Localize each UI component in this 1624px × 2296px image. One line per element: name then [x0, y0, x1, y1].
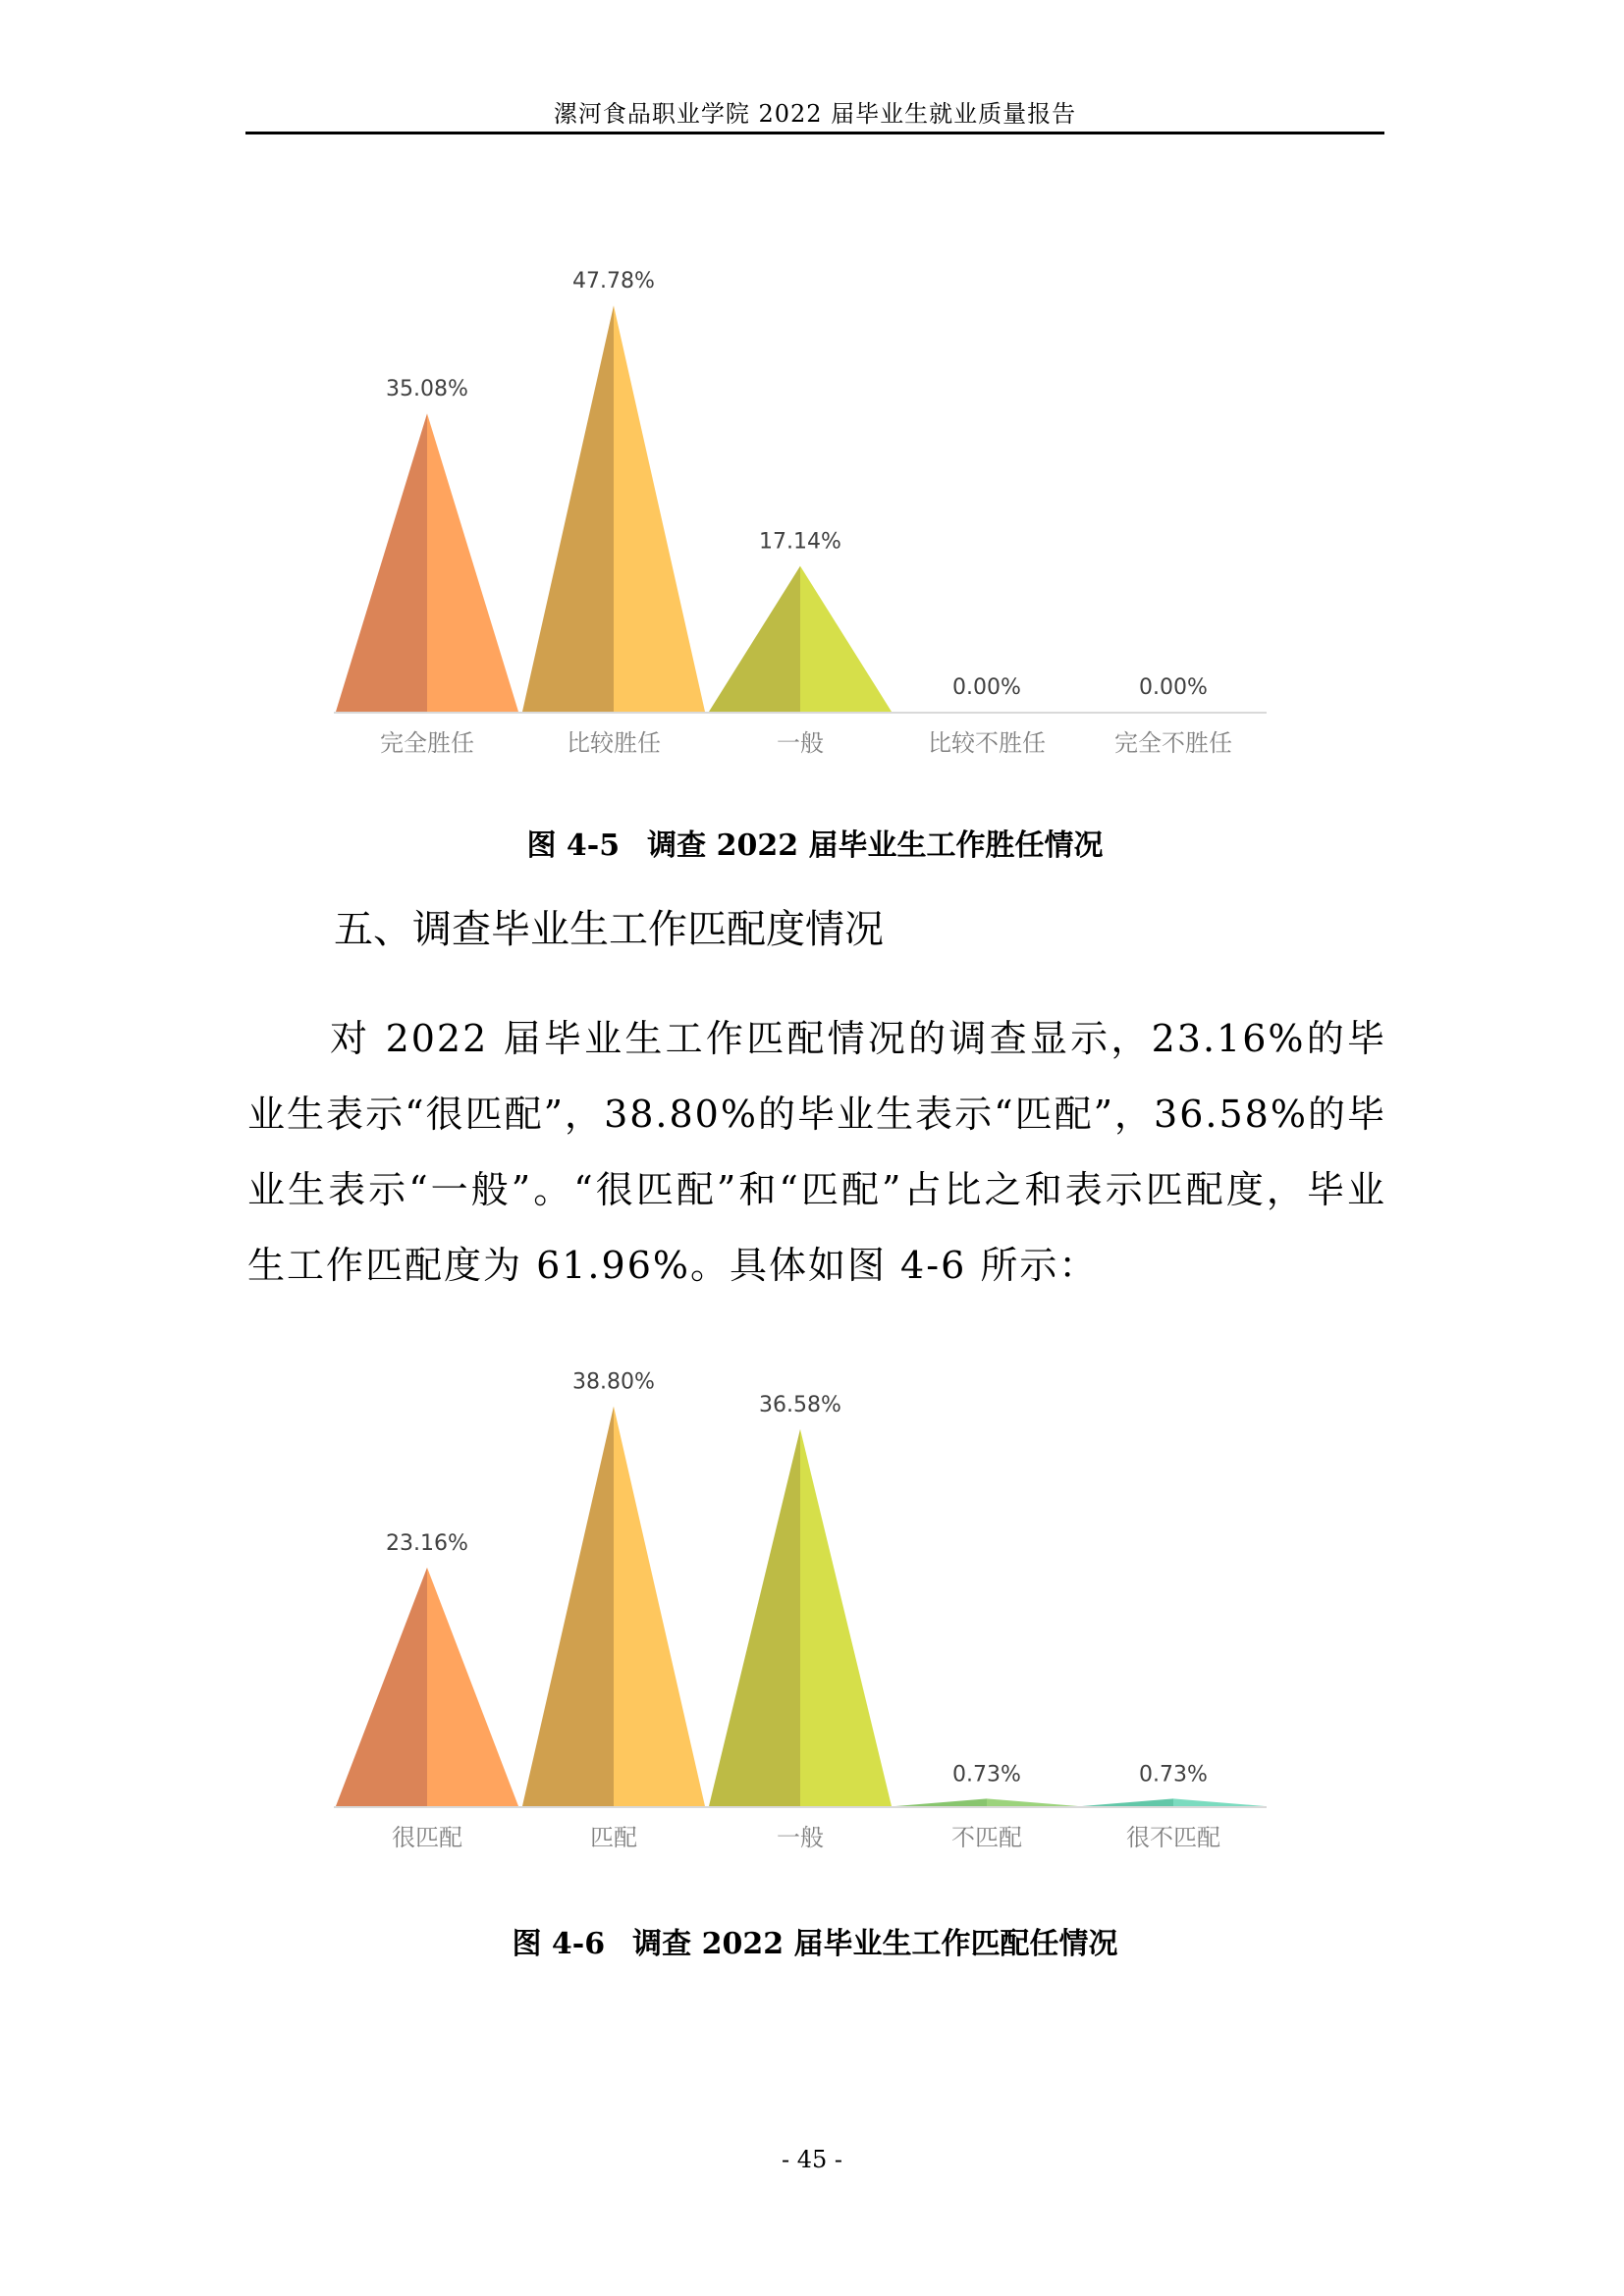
competence-chart-value-label-3: 0.00% — [952, 675, 1021, 700]
competence-chart-category-label-0: 完全胜任 — [380, 729, 474, 757]
figure-4-5-number: 图 4-5 — [526, 828, 621, 863]
match-chart-category-label-2: 一般 — [777, 1824, 824, 1851]
match-chart-bar-2 — [709, 1429, 892, 1806]
competence-chart-bar-1-left-face — [522, 305, 614, 712]
match-chart-bar-2-left-face — [709, 1429, 800, 1806]
match-chart-bar-1 — [522, 1407, 705, 1806]
competence-chart-bar-1-right-face — [614, 305, 705, 712]
match-chart-bar-0 — [336, 1568, 518, 1806]
page-header-title: 漯河食品职业学院 2022 届毕业生就业质量报告 — [553, 100, 1077, 128]
competence-chart-bar-2-right-face — [800, 566, 892, 712]
competence-chart-bar-0-left-face — [336, 413, 427, 712]
figure-4-6-caption — [245, 1919, 1384, 1962]
competence-chart-category-label-1: 比较胜任 — [567, 729, 661, 757]
competence-chart-category-label-4: 完全不胜任 — [1114, 729, 1232, 757]
page-number: - 45 - — [781, 2146, 842, 2173]
competence-chart-bar-0-right-face — [427, 413, 518, 712]
match-chart-bar-4-right-face — [1173, 1798, 1265, 1806]
competence-chart-bar-1 — [522, 305, 705, 712]
match-chart-bar-3 — [895, 1798, 1078, 1806]
match-chart-category-label-1: 匹配 — [590, 1824, 637, 1851]
competence-chart-value-label-2: 17.14% — [759, 529, 841, 555]
match-chart-value-label-2: 36.58% — [759, 1392, 841, 1417]
match-chart-bar-3-left-face — [895, 1798, 987, 1806]
match-chart-svg — [324, 1345, 1276, 1875]
figure-4-5-caption — [245, 821, 1384, 864]
figure-4-6-text: 调查 2022 届毕业生工作匹配任情况 — [632, 1927, 1118, 1961]
match-chart-value-label-0: 23.16% — [386, 1530, 468, 1556]
competence-chart-svg — [324, 265, 1276, 775]
match-chart-bar-2-right-face — [800, 1429, 892, 1806]
match-chart-value-label-1: 38.80% — [572, 1369, 655, 1395]
section-heading: 五、调查毕业生工作匹配度情况 — [334, 907, 884, 952]
competence-chart-value-label-4: 0.00% — [1139, 675, 1208, 700]
figure-4-6-number: 图 4-6 — [512, 1927, 606, 1961]
match-chart-value-label-3: 0.73% — [952, 1762, 1021, 1788]
match-chart-category-label-4: 很不匹配 — [1126, 1824, 1220, 1851]
competence-chart-value-label-1: 47.78% — [572, 269, 655, 294]
match-chart-value-label-4: 0.73% — [1139, 1762, 1208, 1788]
match-chart-bar-4 — [1082, 1798, 1265, 1806]
match-chart-bar-0-left-face — [336, 1568, 427, 1806]
competence-chart-bar-0 — [336, 413, 518, 712]
competence-chart — [324, 265, 1276, 775]
match-chart — [324, 1345, 1276, 1875]
header-rule — [245, 132, 1384, 134]
match-chart-bar-1-left-face — [522, 1407, 614, 1806]
match-chart-bar-4-left-face — [1082, 1798, 1173, 1806]
match-chart-bar-3-right-face — [987, 1798, 1078, 1806]
body-paragraph: 对 2022 届毕业生工作匹配情况的调查显示，23.16%的毕业生表示“很匹配”，38.80%的毕业生表示“匹配”，36.58%的毕业生表示“一般”。“很匹配”和“匹配”占比之和表示匹配度，毕业生工作匹配度为 61.96%。具体如图 4-6 所示： — [247, 1017, 1386, 1287]
match-chart-category-label-0: 很匹配 — [392, 1824, 462, 1851]
match-chart-bar-1-right-face — [614, 1407, 705, 1806]
competence-chart-category-label-2: 一般 — [777, 729, 824, 757]
match-chart-category-label-3: 不匹配 — [951, 1824, 1022, 1851]
figure-4-5-text: 调查 2022 届毕业生工作胜任情况 — [647, 828, 1104, 863]
competence-chart-category-label-3: 比较不胜任 — [928, 729, 1046, 757]
competence-chart-value-label-0: 35.08% — [386, 377, 468, 402]
match-chart-bar-0-right-face — [427, 1568, 518, 1806]
competence-chart-bar-2-left-face — [709, 566, 800, 712]
competence-chart-bar-2 — [709, 566, 892, 712]
